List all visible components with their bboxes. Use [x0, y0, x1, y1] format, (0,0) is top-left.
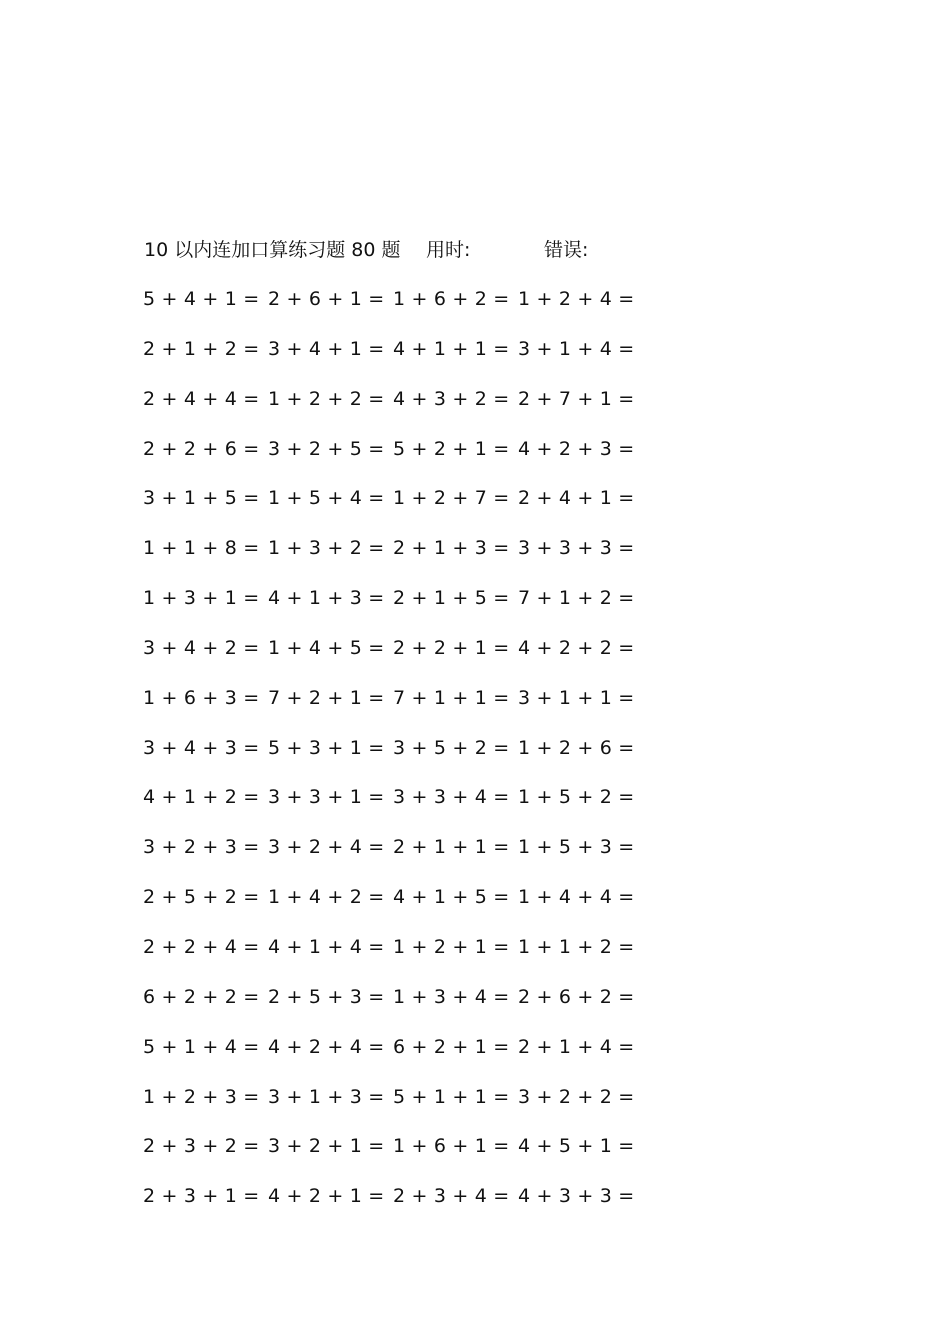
problem-item: 3 + 1 + 4 = [518, 337, 635, 360]
problem-item: 1 + 5 + 4 = [268, 487, 385, 510]
error-count-label: 错误: [544, 239, 589, 261]
problem-item: 2 + 5 + 3 = [268, 985, 385, 1008]
problem-item: 4 + 2 + 4 = [268, 1035, 385, 1058]
problem-item: 4 + 2 + 1 = [268, 1185, 385, 1208]
problem-item: 1 + 2 + 4 = [518, 288, 635, 310]
problem-item: 4 + 1 + 2 = [143, 786, 260, 809]
problem-item: 1 + 4 + 4 = [518, 886, 635, 909]
problem-item: 1 + 6 + 2 = [393, 288, 510, 310]
problem-item: 3 + 4 + 3 = [143, 736, 260, 759]
problem-item: 3 + 2 + 2 = [518, 1085, 635, 1108]
problem-item: 4 + 2 + 3 = [518, 437, 635, 460]
problem-item: 4 + 3 + 2 = [393, 387, 510, 410]
problem-item: 1 + 2 + 7 = [393, 487, 510, 510]
problem-item: 3 + 2 + 1 = [268, 1135, 385, 1158]
problem-item: 1 + 3 + 1 = [143, 587, 260, 610]
time-used-label: 用时: [426, 239, 471, 261]
problem-item: 1 + 2 + 3 = [143, 1085, 260, 1108]
problem-item: 1 + 1 + 2 = [518, 935, 635, 958]
problem-grid [143, 285, 663, 1232]
problem-item: 2 + 4 + 1 = [518, 487, 635, 510]
problem-item: 3 + 3 + 1 = [268, 786, 385, 809]
problem-item: 4 + 1 + 4 = [268, 935, 385, 958]
problem-item: 2 + 7 + 1 = [518, 387, 635, 410]
problem-item: 1 + 5 + 2 = [518, 786, 635, 809]
problem-item: 1 + 2 + 6 = [518, 736, 635, 759]
problem-item: 3 + 2 + 4 = [268, 836, 385, 859]
problem-item: 2 + 1 + 1 = [393, 836, 510, 859]
problem-item: 4 + 1 + 1 = [393, 337, 510, 360]
problem-item: 4 + 5 + 1 = [518, 1135, 635, 1158]
problem-item: 1 + 6 + 3 = [143, 686, 260, 709]
problem-item: 3 + 2 + 3 = [143, 836, 260, 859]
problem-item: 3 + 1 + 5 = [143, 487, 260, 510]
problem-item: 3 + 3 + 3 = [518, 537, 635, 560]
problem-item: 5 + 3 + 1 = [268, 736, 385, 759]
problem-item: 1 + 4 + 5 = [268, 636, 385, 659]
problem-item: 5 + 4 + 1 = [143, 288, 260, 310]
problem-item: 2 + 6 + 2 = [518, 985, 635, 1008]
problem-item: 3 + 4 + 1 = [268, 337, 385, 360]
problem-item: 6 + 2 + 1 = [393, 1035, 510, 1058]
problem-item: 1 + 3 + 2 = [268, 537, 385, 560]
worksheet-header [144, 236, 744, 264]
problem-item: 2 + 1 + 2 = [143, 337, 260, 360]
problem-item: 1 + 3 + 4 = [393, 985, 510, 1008]
problem-item: 3 + 1 + 1 = [518, 686, 635, 709]
problem-item: 2 + 1 + 3 = [393, 537, 510, 560]
problem-item: 3 + 1 + 3 = [268, 1085, 385, 1108]
problem-item: 2 + 3 + 2 = [143, 1135, 260, 1158]
problem-item: 2 + 4 + 4 = [143, 387, 260, 410]
problem-item: 4 + 1 + 5 = [393, 886, 510, 909]
problem-item: 3 + 2 + 5 = [268, 437, 385, 460]
problem-item: 1 + 2 + 1 = [393, 935, 510, 958]
problem-item: 1 + 2 + 2 = [268, 387, 385, 410]
worksheet-title: 10 以内连加口算练习题 80 题 [144, 239, 401, 261]
problem-item: 2 + 2 + 4 = [143, 935, 260, 958]
problem-item: 5 + 1 + 4 = [143, 1035, 260, 1058]
problem-item: 7 + 1 + 2 = [518, 587, 635, 610]
problem-item: 3 + 4 + 2 = [143, 636, 260, 659]
problem-item: 7 + 2 + 1 = [268, 686, 385, 709]
problem-item: 5 + 1 + 1 = [393, 1085, 510, 1108]
problem-item: 7 + 1 + 1 = [393, 686, 510, 709]
problem-item: 3 + 3 + 4 = [393, 786, 510, 809]
problem-item: 2 + 2 + 1 = [393, 636, 510, 659]
problem-item: 4 + 2 + 2 = [518, 636, 635, 659]
problem-item: 1 + 5 + 3 = [518, 836, 635, 859]
problem-item: 2 + 6 + 1 = [268, 288, 385, 310]
problem-item: 1 + 6 + 1 = [393, 1135, 510, 1158]
problem-item: 2 + 3 + 1 = [143, 1185, 260, 1208]
problem-item: 2 + 1 + 4 = [518, 1035, 635, 1058]
problem-item: 2 + 3 + 4 = [393, 1185, 510, 1208]
problem-item: 4 + 1 + 3 = [268, 587, 385, 610]
problem-item: 2 + 5 + 2 = [143, 886, 260, 909]
problem-item: 6 + 2 + 2 = [143, 985, 260, 1008]
problem-item: 1 + 1 + 8 = [143, 537, 260, 560]
problem-item: 4 + 3 + 3 = [518, 1185, 635, 1208]
problem-item: 3 + 5 + 2 = [393, 736, 510, 759]
problem-item: 1 + 4 + 2 = [268, 886, 385, 909]
problem-item: 2 + 1 + 5 = [393, 587, 510, 610]
problem-item: 2 + 2 + 6 = [143, 437, 260, 460]
problem-item: 5 + 2 + 1 = [393, 437, 510, 460]
